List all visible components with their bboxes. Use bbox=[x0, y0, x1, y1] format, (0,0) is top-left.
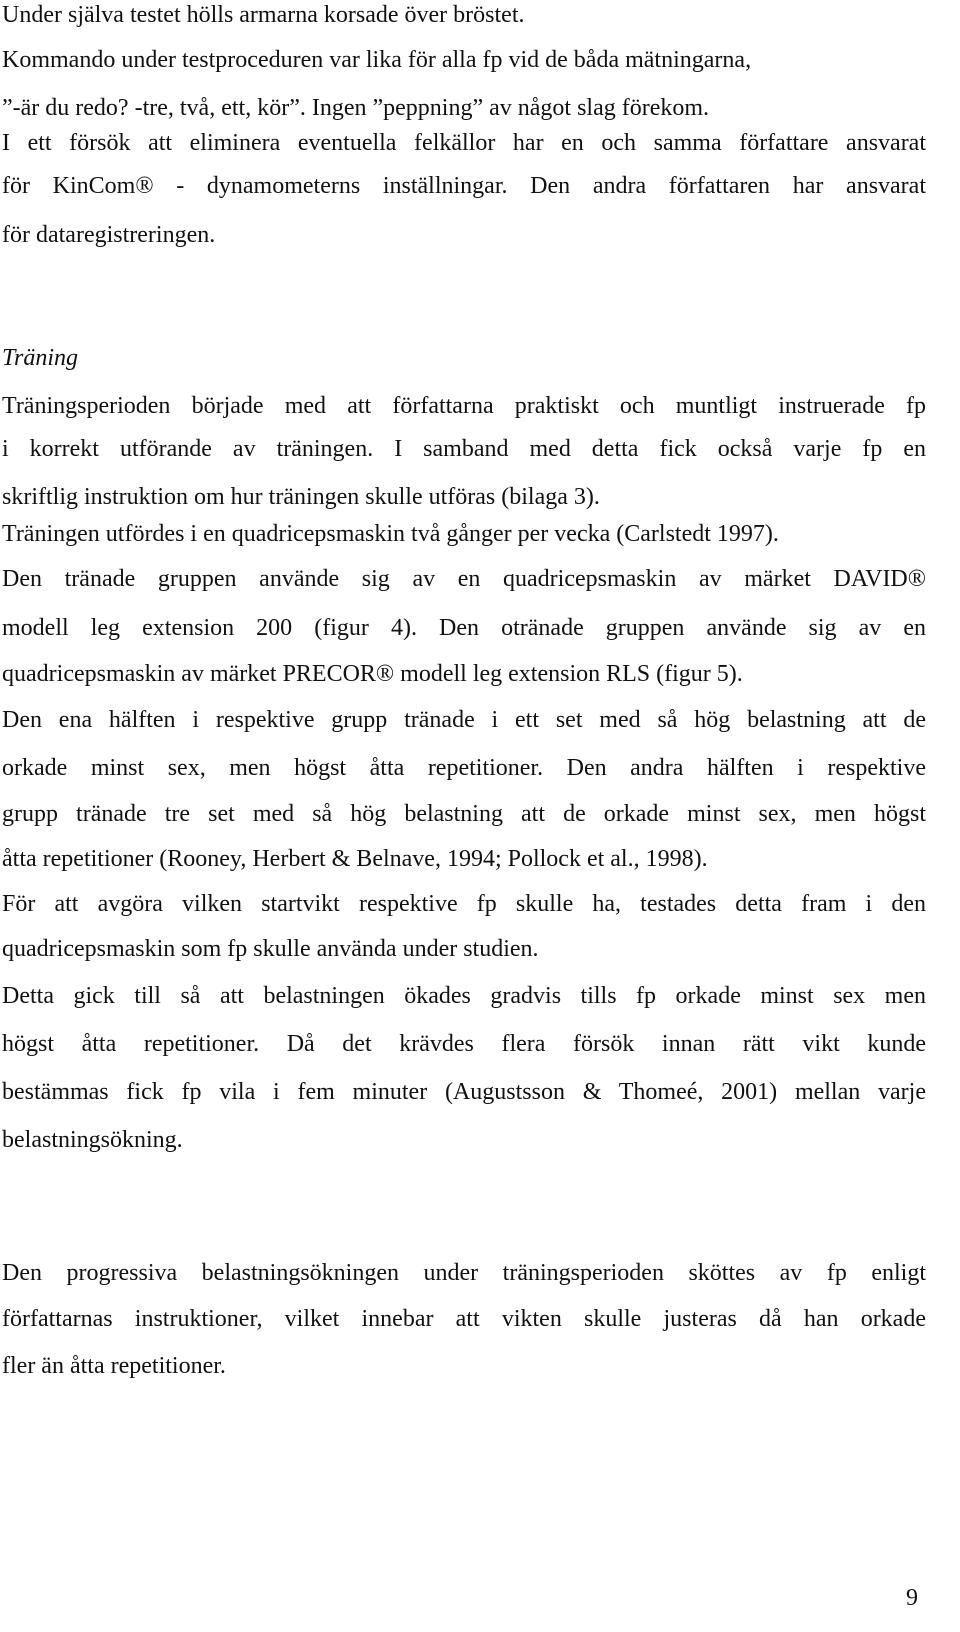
text-line: quadricepsmaskin av märket PRECOR® modell leg extension RLS (figur 5). bbox=[2, 661, 743, 687]
text-line: belastningsökning. bbox=[2, 1127, 183, 1153]
text-line: Under själva testet hölls armarna korsade över bröstet. bbox=[2, 2, 525, 28]
text-line: För att avgöra vilken startvikt respektive fp skulle ha, testades detta fram i den bbox=[2, 892, 926, 917]
text-line: orkade minst sex, men högst åtta repetitioner. Den andra hälften i respektive bbox=[2, 756, 926, 781]
text-line: I ett försök att eliminera eventuella felkällor har en och samma författare ansvarat bbox=[2, 131, 926, 156]
section-heading-traning: Träning bbox=[2, 345, 79, 371]
text-line: Träningen utfördes i en quadricepsmaskin två gånger per vecka (Carlstedt 1997). bbox=[2, 521, 779, 547]
text-line: Den progressiva belastningsökningen under träningsperioden sköttes av fp enligt bbox=[2, 1261, 926, 1286]
text-line: högst åtta repetitioner. Då det krävdes flera försök innan rätt vikt kunde bbox=[2, 1032, 926, 1057]
text-line: Detta gick till så att belastningen ökades gradvis tills fp orkade minst sex men bbox=[2, 984, 926, 1009]
text-line: fler än åtta repetitioner. bbox=[2, 1353, 226, 1379]
text-line: författarnas instruktioner, vilket innebar att vikten skulle justeras då han orkade bbox=[2, 1307, 926, 1332]
text-line: ”-är du redo? -tre, två, ett, kör”. Ingen ”peppning” av något slag förekom. bbox=[2, 95, 710, 121]
text-line: grupp tränade tre set med så hög belastning att de orkade minst sex, men högst bbox=[2, 802, 926, 827]
text-line: modell leg extension 200 (figur 4). Den otränade gruppen använde sig av en bbox=[2, 616, 926, 641]
text-line: quadricepsmaskin som fp skulle använda under studien. bbox=[2, 936, 539, 962]
text-line: Kommando under testproceduren var lika för alla fp vid de båda mätningarna, bbox=[2, 47, 752, 73]
text-line: för dataregistreringen. bbox=[2, 222, 216, 248]
text-line: för KinCom® - dynamometerns inställningar. Den andra författaren har ansvarat bbox=[2, 174, 926, 199]
text-line: åtta repetitioner (Rooney, Herbert & Belnave, 1994; Pollock et al., 1998). bbox=[2, 846, 708, 872]
page-number: 9 bbox=[906, 1585, 918, 1611]
text-line: i korrekt utförande av träningen. I samband med detta fick också varje fp en bbox=[2, 437, 926, 462]
text-line: Den tränade gruppen använde sig av en quadricepsmaskin av märket DAVID® bbox=[2, 567, 926, 592]
text-line: Den ena hälften i respektive grupp tränade i ett set med så hög belastning att de bbox=[2, 708, 926, 733]
text-line: skriftlig instruktion om hur träningen skulle utföras (bilaga 3). bbox=[2, 484, 600, 510]
text-line: Träningsperioden började med att författarna praktiskt och muntligt instruerade fp bbox=[2, 394, 926, 419]
text-line: bestämmas fick fp vila i fem minuter (Augustsson & Thomeé, 2001) mellan varje bbox=[2, 1080, 926, 1105]
